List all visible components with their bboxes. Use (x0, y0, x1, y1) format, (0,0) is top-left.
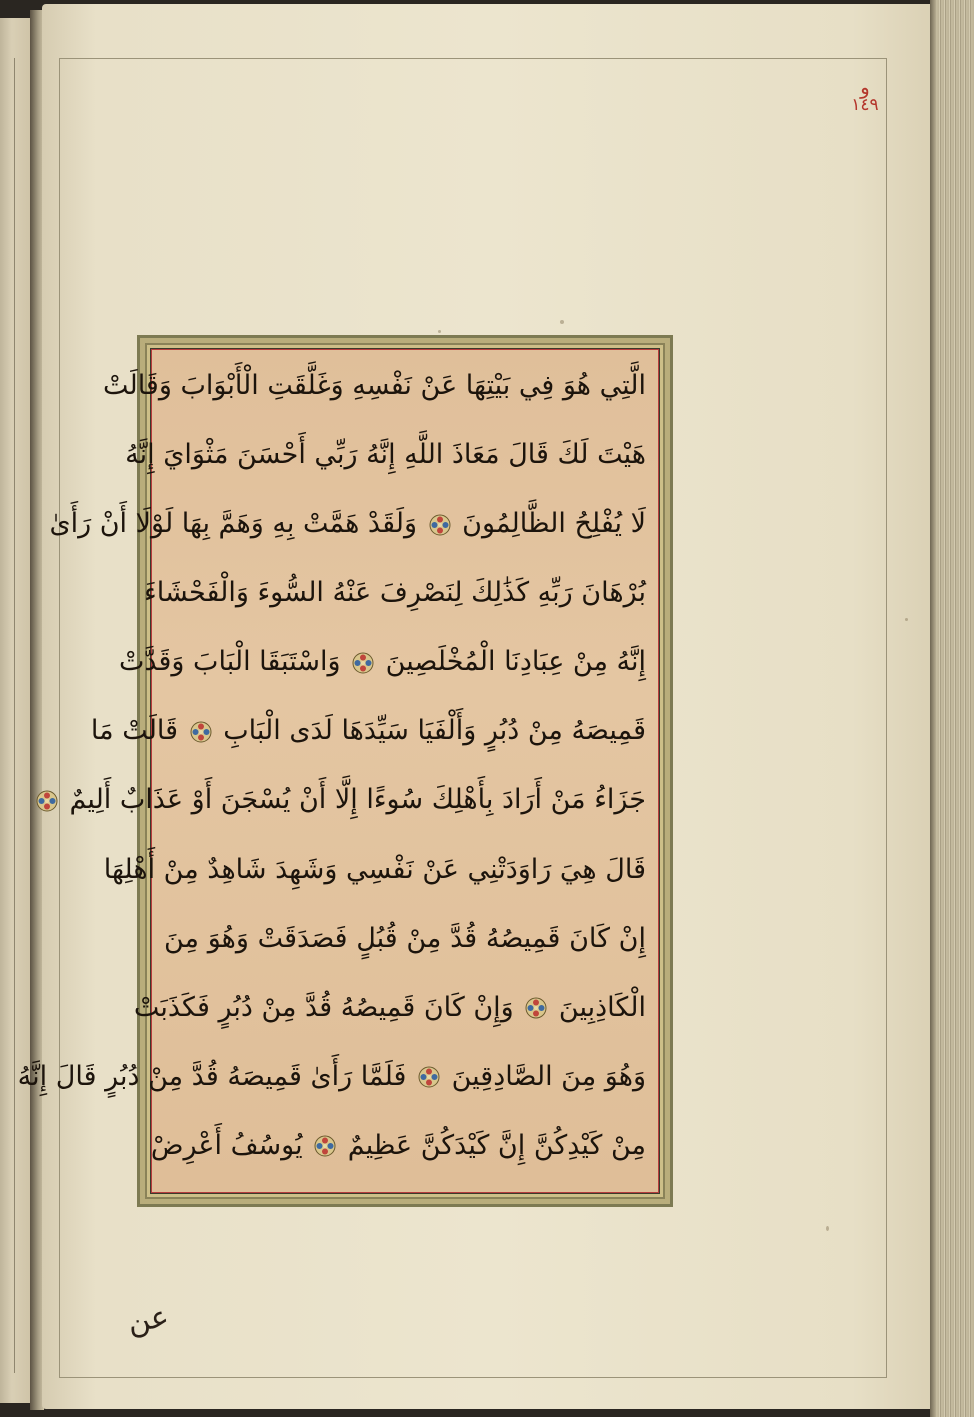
folio-letter: و (860, 75, 870, 99)
illuminated-text-panel (17, 335, 673, 1207)
panel-border-black (17, 348, 660, 1194)
catchword: عن (125, 1299, 171, 1340)
verse-rosette-icon (418, 1066, 440, 1088)
verse-rosette-icon (190, 721, 212, 743)
text-line: بُرْهَانَ رَبِّهِ كَذَٰلِكَ لِنَصْرِفَ عَنْهُ السُّوءَ وَالْفَحْشَاءَ (144, 577, 646, 609)
paper-speckle (438, 330, 441, 333)
left-page-rule (14, 58, 15, 1373)
text-line: إِنْ كَانَ قَمِيصُهُ قُدَّ مِنْ قُبُلٍ فَصَدَقَتْ وَهُوَ مِنَ (164, 922, 646, 954)
paper-speckle (560, 320, 564, 324)
text-line: لَا يُفْلِحُ الظَّالِمُونَ وَلَقَدْ هَمَّتْ بِهِ وَهَمَّ بِهَا لَوْلَا أَنْ رَأَىٰ (49, 508, 646, 540)
text-line: مِنْ كَيْدِكُنَّ إِنَّ كَيْدَكُنَّ عَظِيمٌ يُوسُفُ أَعْرِضْ (150, 1129, 646, 1161)
verse-rosette-icon (525, 997, 547, 1019)
text-line: قَالَ هِيَ رَاوَدَتْنِي عَنْ نَفْسِي وَشَهِدَ شَاهِدٌ مِنْ أَهْلِهَا (103, 853, 646, 885)
text-line: وَهُوَ مِنَ الصَّادِقِينَ فَلَمَّا رَأَىٰ قَمِيصَهُ قُدَّ مِنْ دُبُرٍ قَالَ إِنَّهُ (17, 1060, 646, 1092)
text-lines (17, 364, 646, 1178)
verse-rosette-icon (429, 514, 451, 536)
text-line: الَّتِي هُوَ فِي بَيْتِهَا عَنْ نَفْسِهِ وَغَلَّقَتِ الْأَبْوَابَ وَقَالَتْ (102, 370, 646, 401)
text-field (17, 350, 658, 1192)
text-line: إِنَّهُ مِنْ عِبَادِنَا الْمُخْلَصِينَ وَاسْتَبَقَا الْبَابَ وَقَدَّتْ (118, 646, 646, 678)
verse-rosette-icon (314, 1135, 336, 1157)
verse-rosette-icon (352, 652, 374, 674)
verse-rosette-icon (36, 790, 58, 812)
folio-number (842, 75, 888, 115)
paper-speckle (826, 1226, 829, 1231)
text-line: هَيْتَ لَكَ قَالَ مَعَاذَ اللَّهِ إِنَّهُ رَبِّي أَحْسَنَ مَثْوَايَ إِنَّهُ (125, 439, 646, 471)
text-line: قَمِيصَهُ مِنْ دُبُرٍ وَأَلْفَيَا سَيِّدَهَا لَدَى الْبَابِ قَالَتْ مَا (90, 715, 646, 747)
panel-border-outer (17, 338, 670, 1204)
panel-border-red (17, 349, 659, 1193)
page-edges-stack (930, 0, 974, 1417)
panel-border-dark (17, 343, 665, 1199)
text-line: جَزَاءُ مَنْ أَرَادَ بِأَهْلِكَ سُوءًا إِلَّا أَنْ يُسْجَنَ أَوْ عَذَابٌ أَلِيمٌ (164, 778, 646, 832)
paper-speckle (905, 618, 908, 621)
panel-border-gold (17, 345, 663, 1197)
text-line: الْكَاذِبِينَ وَإِنْ كَانَ قَمِيصُهُ قُدَّ مِنْ دُبُرٍ فَكَذَبَتْ (133, 991, 646, 1023)
folio-numeral: ١٤٩ (851, 95, 879, 115)
left-page-edge (0, 18, 32, 1403)
